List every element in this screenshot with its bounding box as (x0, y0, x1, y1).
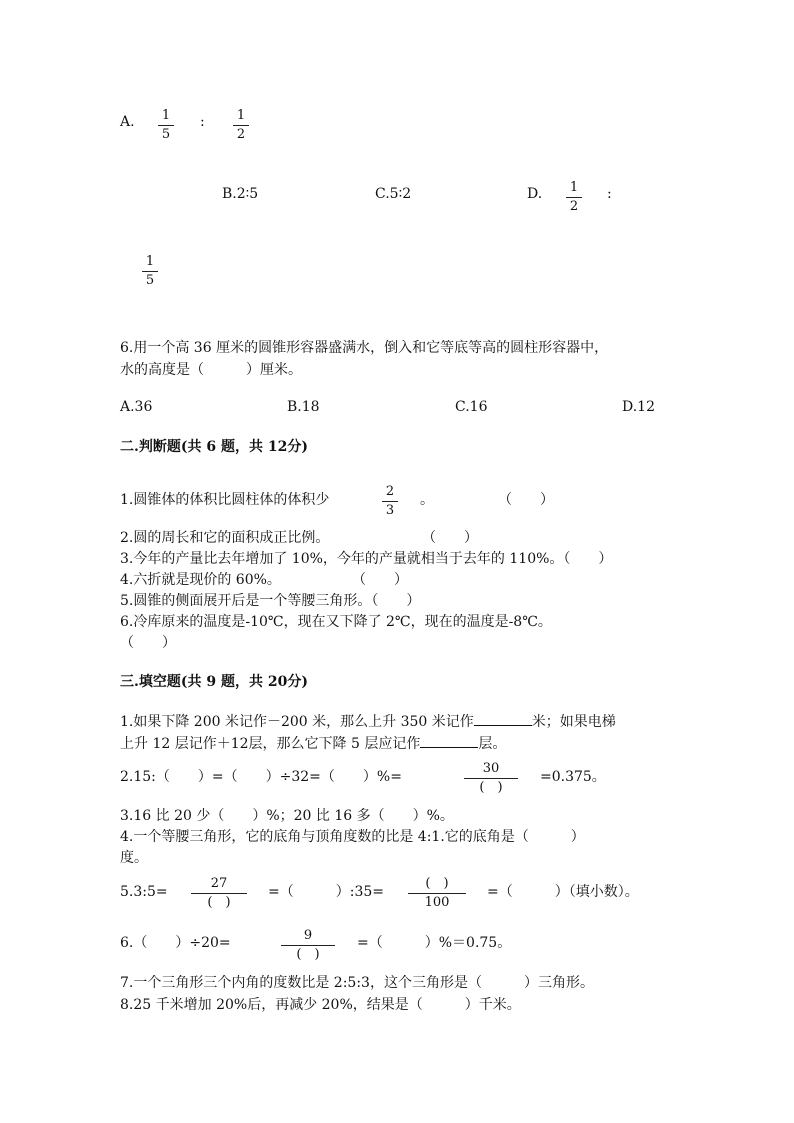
fraction-denominator: 2 (236, 127, 246, 142)
q5-option-a-label: A. (120, 114, 135, 130)
fill-q4-text-line-1: 4.一个等腰三角形，它的底角与顶角度数的比是 4:1.它的底角是（ ） (120, 829, 585, 845)
fill-q5-fraction-2 (408, 876, 466, 911)
fraction-bar (191, 893, 247, 894)
q5-option-a-fraction-1 (158, 108, 174, 143)
judge-q1-answer-paren: （ ） (498, 492, 554, 508)
fraction-bar (464, 778, 518, 779)
fraction-bar (233, 125, 249, 126)
judge-q5-text: 5.圆锥的侧面展开后是一个等腰三角形。（ ） (120, 593, 421, 609)
fraction-bar (158, 125, 174, 126)
fraction-numerator: 1 (145, 254, 155, 269)
fraction-numerator: 2 (385, 484, 395, 499)
judge-q2-answer-paren: （ ） (422, 530, 478, 546)
fill-q6-fraction (281, 928, 335, 963)
fill-q5-middle: =（ ）:35= (268, 884, 384, 900)
judge-q6-text-line-1: 6.冷库原来的温度是-10℃，现在又下降了 2℃，现在的温度是-8℃。 (120, 614, 552, 630)
q6-option-d: D.12 (622, 399, 655, 415)
fraction-numerator: 1 (569, 180, 579, 195)
judge-q1-period: 。 (420, 492, 434, 508)
fraction-bar (142, 271, 158, 272)
fraction-denominator: 5 (161, 127, 171, 142)
fraction-numerator: 9 (303, 928, 313, 943)
q6-text-line-2: 水的高度是（ ）厘米。 (120, 362, 302, 378)
judge-q3-text: 3.今年的产量比去年增加了 10%，今年的产量就相当于去年的 110%。（ ） (120, 551, 613, 567)
fraction-numerator: 1 (161, 108, 171, 123)
judge-q1-fraction (382, 484, 398, 519)
fill-q8-text: 8.25 千米增加 20%后，再减少 20%，结果是（ ）千米。 (120, 997, 521, 1013)
fill-q1-line-2-start: 上升 12 层记作＋12层，那么它下降 5 层应记作 (120, 736, 421, 752)
fraction-denominator: ( ) (207, 895, 231, 910)
q5-option-a-colon: : (200, 114, 205, 130)
q5-option-d-fraction-2 (142, 254, 158, 289)
section-3-heading: 三.填空题(共 9 题，共 20分) (120, 674, 308, 690)
fraction-bar (566, 197, 582, 198)
fill-q5-tail: =（ ）（填小数）。 (487, 884, 639, 900)
fill-q2-fraction (464, 761, 518, 796)
fill-q6-tail: =（ ）%＝0.75。 (357, 935, 512, 951)
fill-q7-text: 7.一个三角形三个内角的度数比是 2:5:3，这个三角形是（ ）三角形。 (120, 975, 594, 991)
fill-q1-line-2 (120, 733, 506, 754)
fraction-denominator: 100 (424, 895, 450, 910)
fraction-denominator: 3 (385, 503, 395, 518)
judge-q2-text: 2.圆的周长和它的面积成正比例。 (120, 530, 330, 546)
judge-q1-text: 1.圆锥体的体积比圆柱体的体积少 (120, 492, 330, 508)
fill-q3-text: 3.16 比 20 少（ ）%；20 比 16 多（ ）%。 (120, 808, 454, 824)
fill-q1-line-2-end: 层。 (478, 736, 507, 752)
fraction-numerator: 27 (210, 876, 228, 891)
fraction-denominator: ( ) (296, 947, 320, 962)
q6-option-a: A.36 (120, 399, 153, 415)
fraction-denominator: 5 (145, 273, 155, 288)
fraction-denominator: 2 (569, 199, 579, 214)
fill-q5-text: 5.3:5= (120, 884, 168, 900)
fraction-denominator: ( ) (479, 780, 503, 795)
q5-option-b: B.2∶5 (222, 186, 259, 202)
fill-q6-text: 6.（ ）÷20= (120, 935, 231, 951)
q6-option-c: C.16 (455, 399, 488, 415)
q5-option-c: C.5∶2 (375, 186, 412, 202)
q6-option-b: B.18 (287, 399, 320, 415)
q5-option-d-fraction-1 (566, 180, 582, 215)
fraction-numerator: 30 (482, 761, 500, 776)
fraction-numerator: 1 (236, 108, 246, 123)
fraction-bar (281, 945, 335, 946)
fill-q1-line-1 (120, 711, 616, 732)
q5-option-d-colon: : (607, 186, 612, 202)
section-2-heading: 二.判断题(共 6 题，共 12分) (120, 439, 308, 455)
fill-q4-text-line-2: 度。 (120, 850, 148, 866)
fill-q5-fraction-1 (191, 876, 247, 911)
q6-text-line-1: 6.用一个高 36 厘米的圆锥形容器盛满水，倒入和它等底等高的圆柱形容器中， (120, 340, 609, 356)
fraction-bar (382, 501, 398, 502)
q5-option-d-label: D. (527, 186, 543, 202)
answer-blank[interactable] (474, 711, 532, 726)
fill-q1-line-1-start: 1.如果下降 200 米记作－200 米，那么上升 350 米记作 (120, 714, 474, 730)
judge-q4-answer-paren: （ ） (352, 572, 408, 588)
fraction-bar (408, 893, 466, 894)
q5-option-a-fraction-2 (233, 108, 249, 143)
fraction-numerator: ( ) (425, 876, 449, 891)
fill-q2-text: 2.15:（ ）=（ ）÷32=（ ）%= (120, 769, 402, 785)
judge-q4-text: 4.六折就是现价的 60%。 (120, 572, 281, 588)
answer-blank[interactable] (420, 733, 478, 748)
fill-q2-tail: =0.375。 (540, 769, 606, 785)
judge-q6-text-line-2: （ ） (120, 635, 176, 651)
fill-q1-line-1-end: 米；如果电梯 (531, 714, 616, 730)
